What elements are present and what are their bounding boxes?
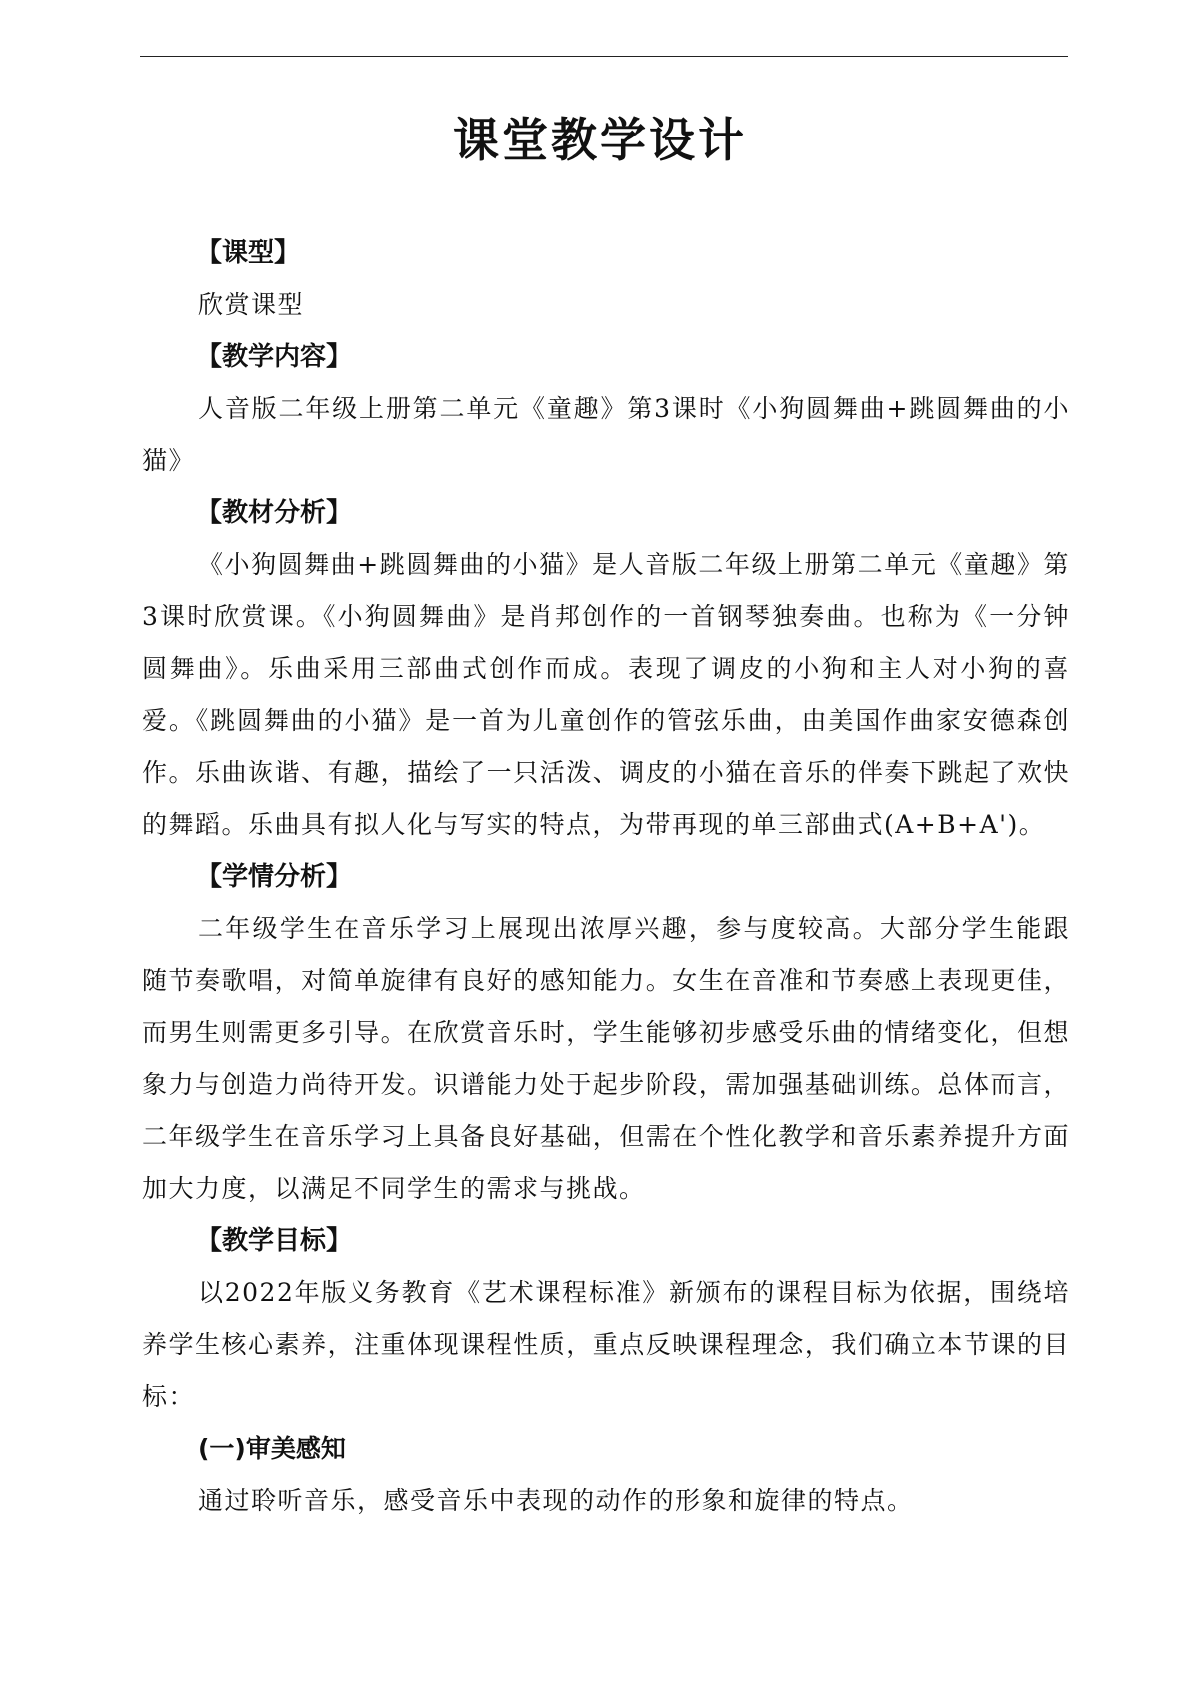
section-heading-content: 【教学内容】: [196, 342, 353, 372]
objectives-text: 以2022年版义务教育《艺术课程标准》新颁布的课程目标为依据，围绕培养学生核心素养，注重体现课程性质，重点反映课程理念，我们确立本节课的目标：: [142, 1278, 1070, 1411]
content-text: 人音版二年级上册第二单元《童趣》第3课时《小狗圆舞曲+跳圆舞曲的小猫》: [142, 394, 1070, 475]
objective-subheading-aesthetic: (一)审美感知: [198, 1434, 346, 1463]
header-rule: [140, 56, 1068, 57]
section-heading-course-type: 【课型】: [196, 238, 301, 268]
section-heading-students: 【学情分析】: [196, 862, 353, 892]
course-type-text: 欣赏课型: [198, 290, 305, 319]
section-heading-material: 【教材分析】: [196, 498, 353, 528]
document-body: [142, 227, 1070, 1527]
objective-aesthetic-text: 通过聆听音乐，感受音乐中表现的动作的形象和旋律的特点。: [198, 1486, 914, 1515]
section-heading-objectives: 【教学目标】: [196, 1226, 353, 1256]
students-text: 二年级学生在音乐学习上展现出浓厚兴趣，参与度较高。大部分学生能跟随节奏歌唱，对简单旋律有良好的感知能力。女生在音准和节奏感上表现更佳，而男生则需更多引导。在欣赏音乐时，学生能够初步感受乐曲的情绪变化，但想象力与创造力尚待开发。识谱能力处于起步阶段，需加强基础训练。总体而言，二年级学生在音乐学习上具备良好基础，但需在个性化教学和音乐素养提升方面加大力度，以满足不同学生的需求与挑战。: [142, 914, 1070, 1203]
page-title: 课堂教学设计: [453, 113, 747, 167]
material-text: 《小狗圆舞曲+跳圆舞曲的小猫》是人音版二年级上册第二单元《童趣》第3课时欣赏课。《小狗圆舞曲》是肖邦创作的一首钢琴独奏曲。也称为《一分钟圆舞曲》。乐曲采用三部曲式创作而成。表现了调皮的小狗和主人对小狗的喜爱。《跳圆舞曲的小猫》是一首为儿童创作的管弦乐曲，由美国作曲家安德森创作。乐曲诙谐、有趣，描绘了一只活泼、调皮的小猫在音乐的伴奏下跳起了欢快的舞蹈。乐曲具有拟人化与写实的特点，为带再现的单三部曲式(A+B+A')。: [142, 550, 1070, 839]
